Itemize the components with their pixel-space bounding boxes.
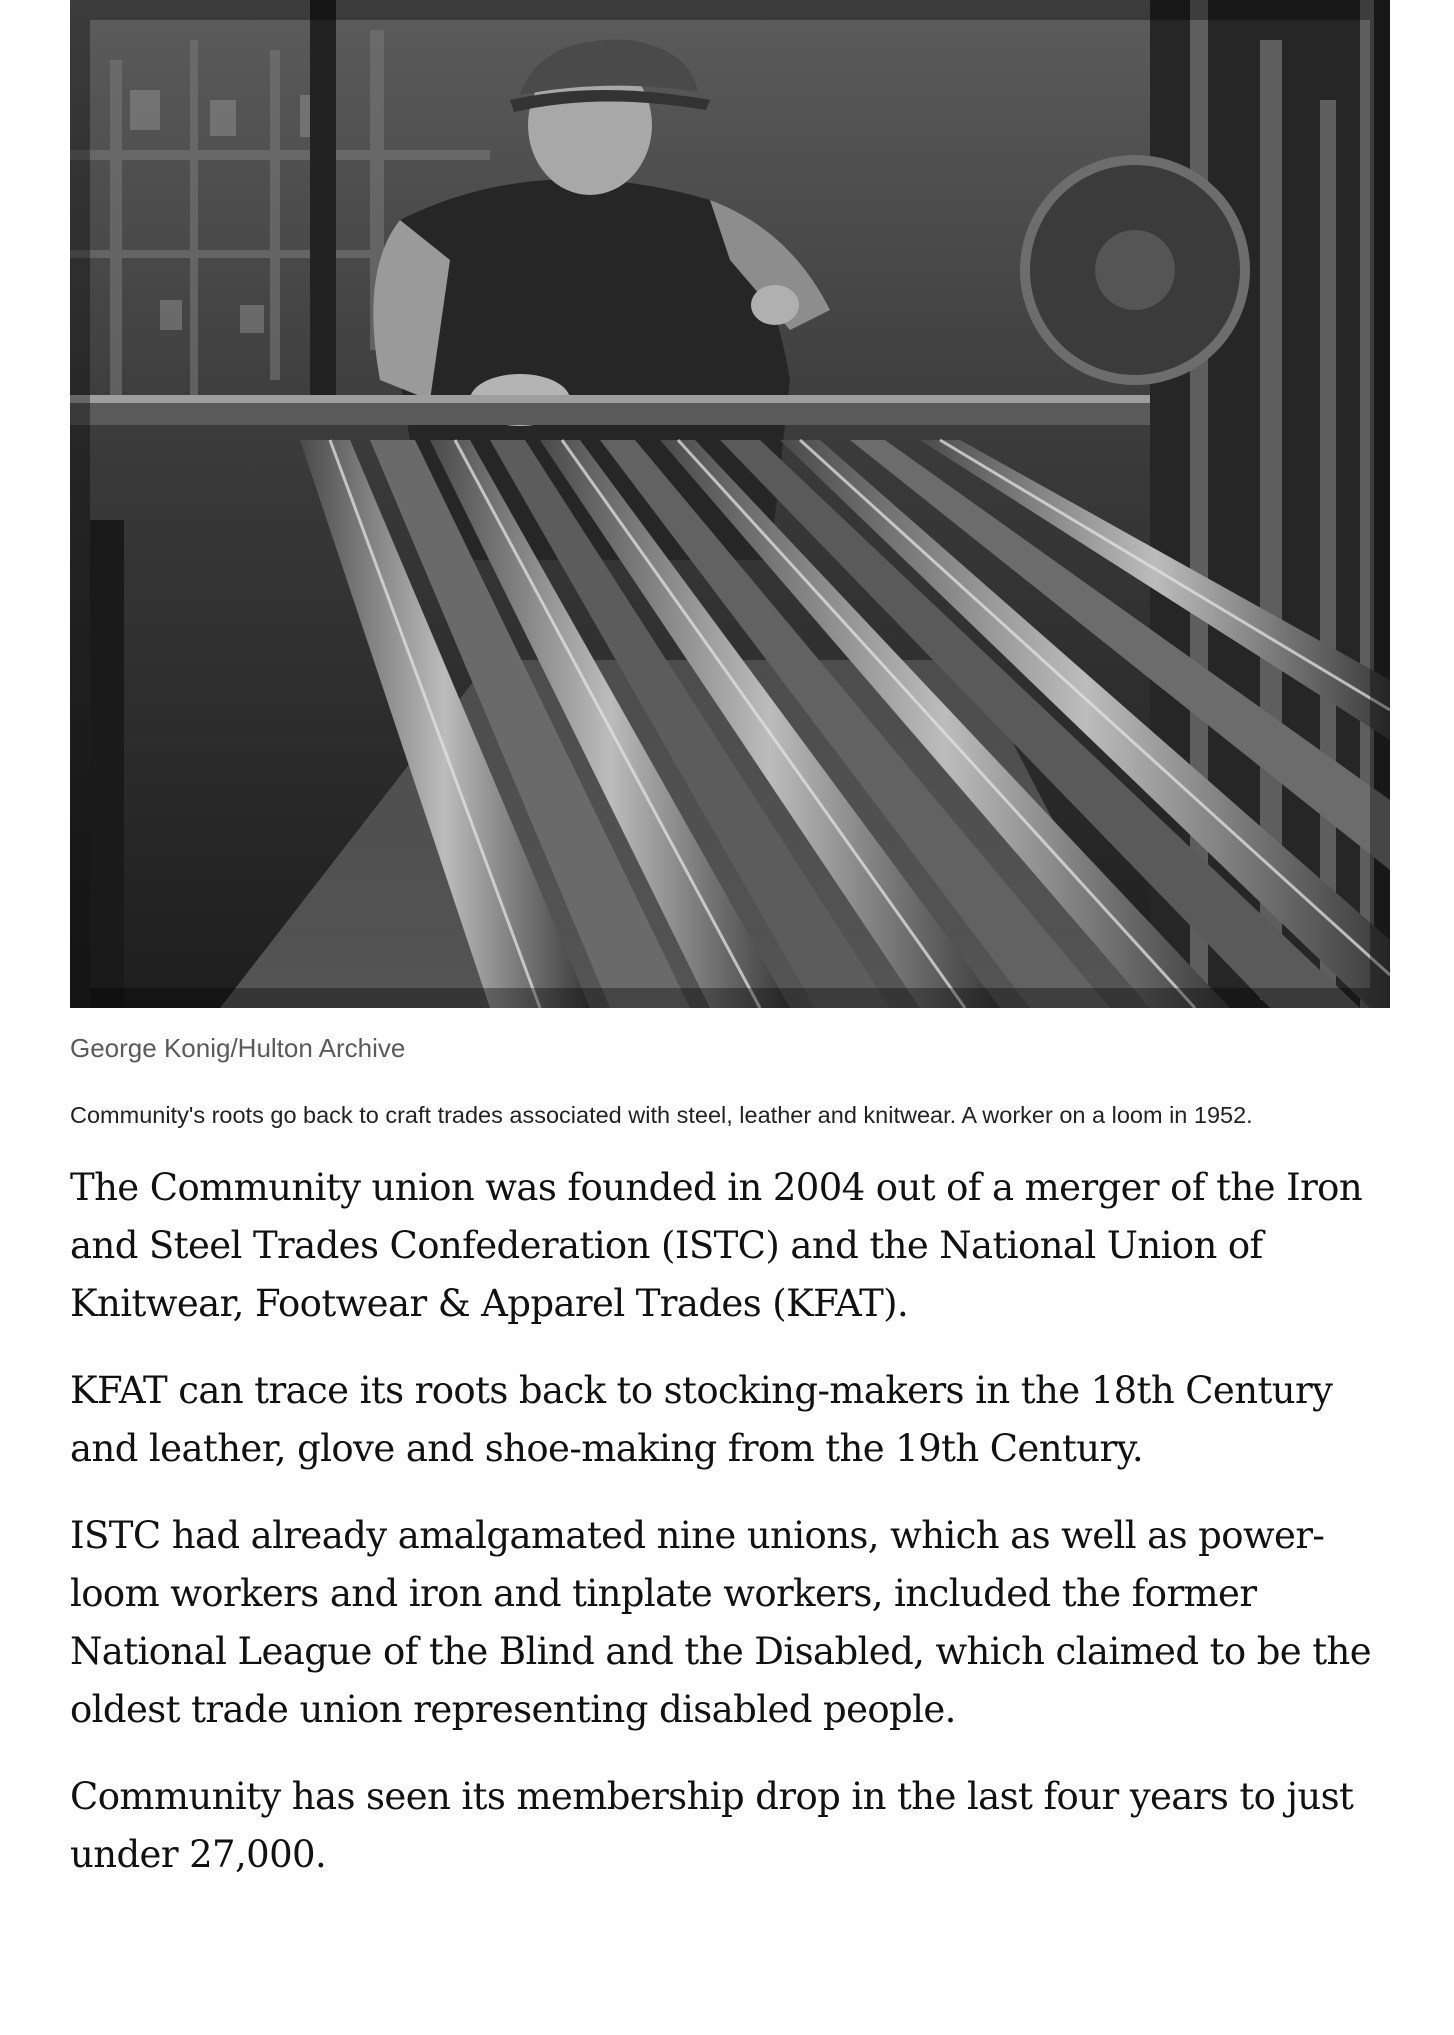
paragraph-4: Community has seen its membership drop in the last four years to just under 27,000. xyxy=(70,1775,1354,1876)
photo-illustration xyxy=(70,0,1390,1008)
article xyxy=(70,0,1390,1913)
paragraph-1: The Community union was founded in 2004 out of a merger of the Iron and Steel Trades Confederation (ISTC) and the National Union of Knitwear, Footwear & Apparel Trades (KFAT). xyxy=(70,1166,1363,1325)
article-figure xyxy=(70,0,1390,1137)
paragraph-3: ISTC had already amalgamated nine unions, which as well as power-loom workers and iron and tinplate workers, included the former National League of the Blind and the Disabled, which claimed to be the oldest trade union representing disabled people. xyxy=(70,1514,1372,1731)
loom-worker-photo xyxy=(70,0,1390,1008)
photo-credit: George Konig/Hulton Archive xyxy=(70,1033,406,1063)
article-body xyxy=(70,1159,1390,1884)
photo-caption: Community's roots go back to craft trades associated with steel, leather and knitwear. A worker on a loom in 1952. xyxy=(70,1102,1253,1128)
paragraph-2: KFAT can trace its roots back to stocking-makers in the 18th Century and leather, glove and shoe-making from the 19th Century. xyxy=(70,1369,1333,1470)
